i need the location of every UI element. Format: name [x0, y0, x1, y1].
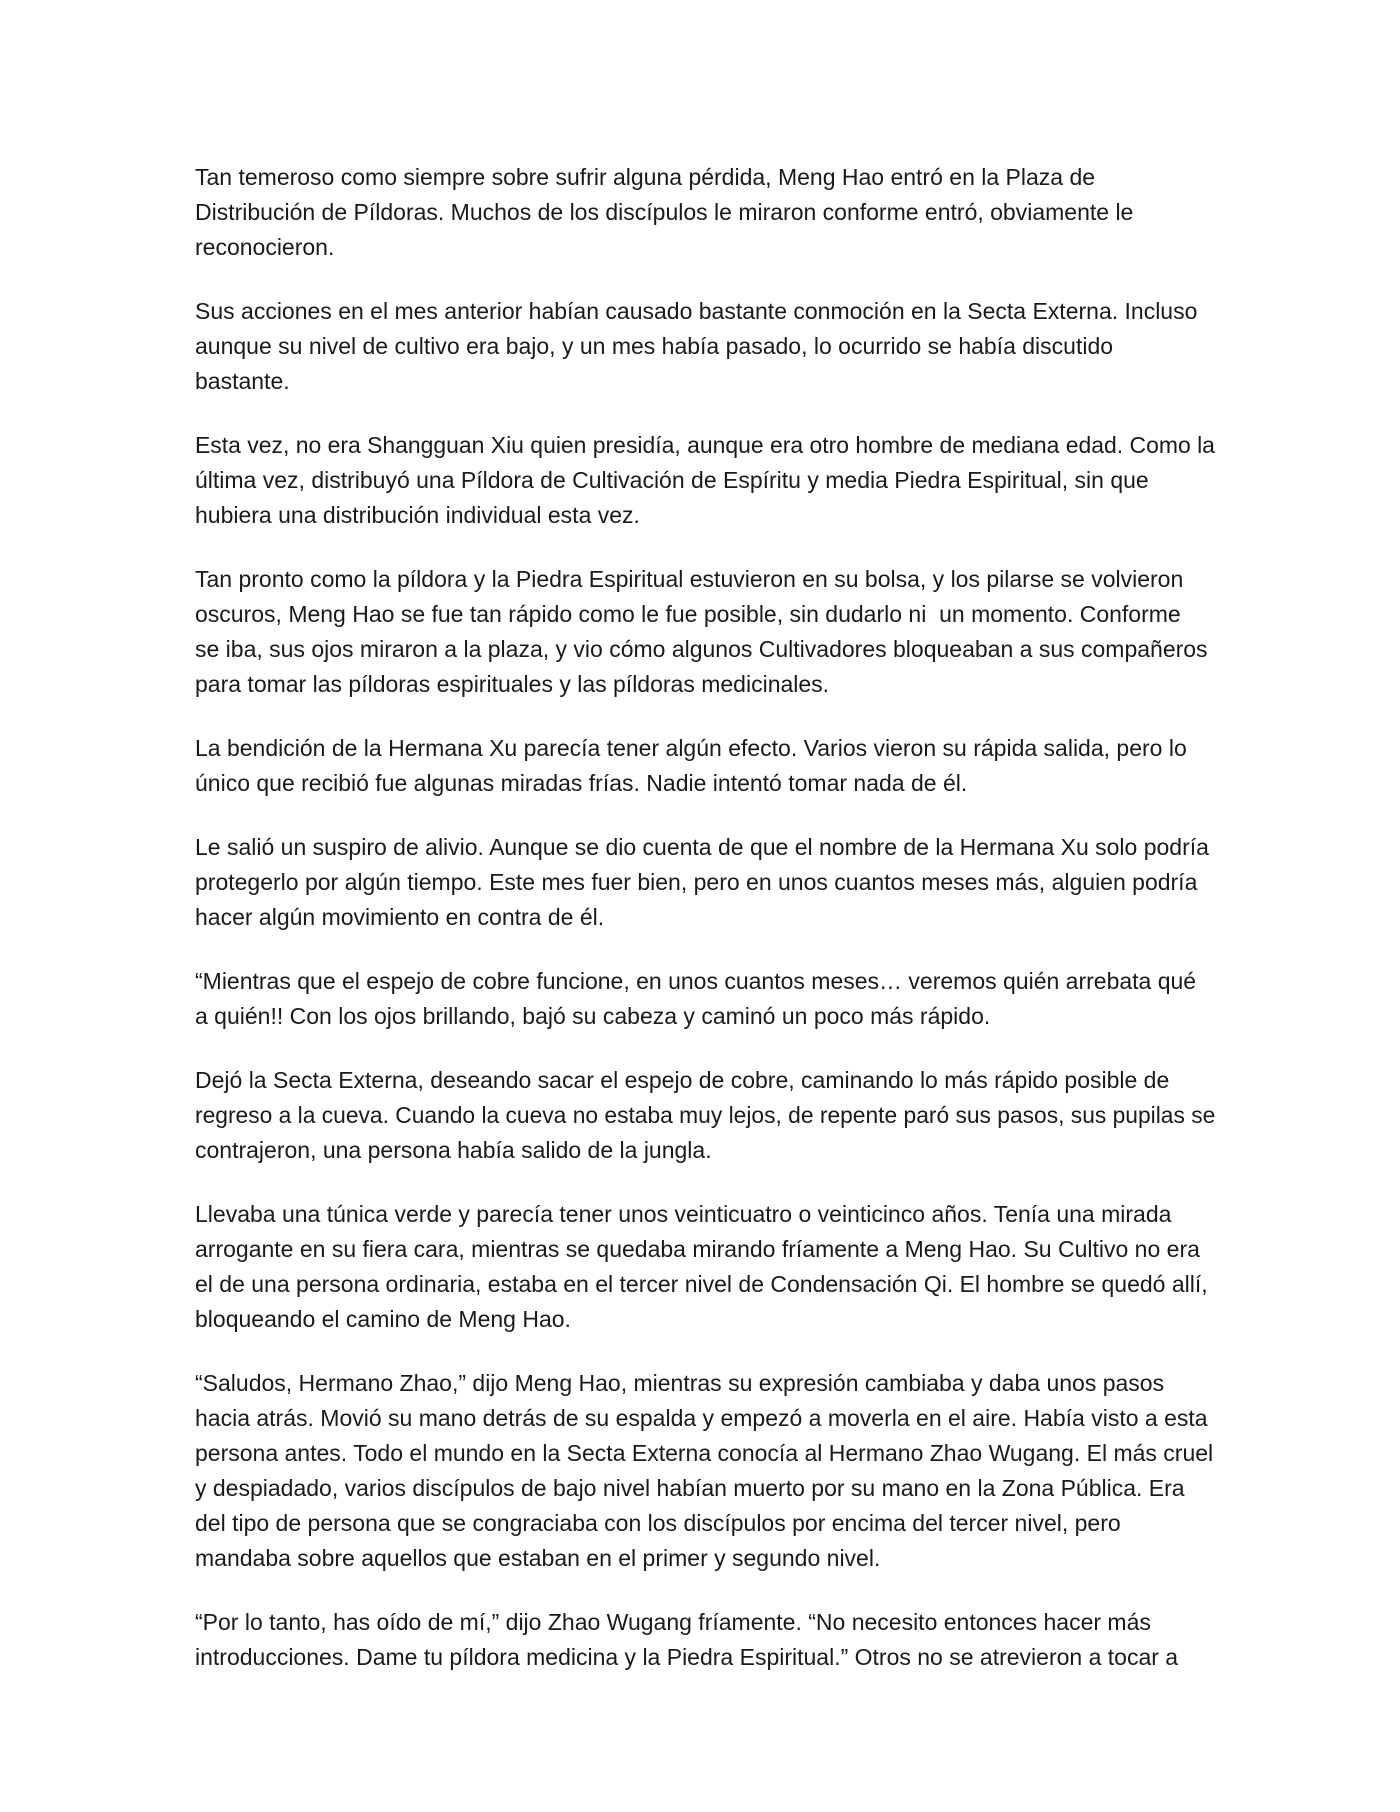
paragraph	[195, 1605, 1215, 1675]
paragraph	[195, 1197, 1215, 1337]
text-line: última vez, distribuyó una Píldora de Cultivación de Espíritu y media Piedra Espiritual, sin que	[195, 467, 1149, 493]
text-line: hacia atrás. Movió su mano detrás de su espalda y empezó a moverla en el aire. Había visto a esta	[195, 1405, 1208, 1431]
text-line: a quién!! Con los ojos brillando, bajó su cabeza y caminó un poco más rápido.	[195, 1003, 991, 1029]
text-line: Tan pronto como la píldora y la Piedra Espiritual estuvieron en su bolsa, y los pilarse se volvieron	[195, 566, 1184, 592]
text-line: Dejó la Secta Externa, deseando sacar el espejo de cobre, caminando lo más rápido posible de	[195, 1067, 1170, 1093]
text-line: protegerlo por algún tiempo. Este mes fuer bien, pero en unos cuantos meses más, alguien podría	[195, 869, 1198, 895]
text-line: regreso a la cueva. Cuando la cueva no estaba muy lejos, de repente paró sus pasos, sus pupilas se	[195, 1102, 1216, 1128]
paragraph	[195, 562, 1215, 702]
text-line: reconocieron.	[195, 234, 335, 260]
paragraph	[195, 294, 1215, 399]
text-line: del tipo de persona que se congraciaba con los discípulos por encima del tercer nivel, pero	[195, 1510, 1121, 1536]
document-body	[195, 160, 1215, 1704]
paragraph	[195, 731, 1215, 801]
paragraph	[195, 964, 1215, 1034]
text-line: único que recibió fue algunas miradas frías. Nadie intentó tomar nada de él.	[195, 770, 968, 796]
text-line: Tan temeroso como siempre sobre sufrir alguna pérdida, Meng Hao entró en la Plaza de	[195, 164, 1096, 190]
text-line: introducciones. Dame tu píldora medicina y la Piedra Espiritual.” Otros no se atrevieron a tocar a	[195, 1644, 1179, 1670]
text-line: Le salió un suspiro de alivio. Aunque se dio cuenta de que el nombre de la Hermana Xu solo podría	[195, 834, 1209, 860]
paragraph	[195, 830, 1215, 935]
text-line: arrogante en su fiera cara, mientras se quedaba mirando fríamente a Meng Hao. Su Cultivo no era	[195, 1236, 1200, 1262]
text-line: mandaba sobre aquellos que estaban en el primer y segundo nivel.	[195, 1545, 881, 1571]
text-line: Esta vez, no era Shangguan Xiu quien presidía, aunque era otro hombre de mediana edad. Como la	[195, 432, 1215, 458]
text-line: Sus acciones en el mes anterior habían causado bastante conmoción en la Secta Externa. Incluso	[195, 298, 1198, 324]
paragraph	[195, 1366, 1215, 1576]
text-line: “Por lo tanto, has oído de mí,” dijo Zhao Wugang fríamente. “No necesito entonces hacer más	[195, 1609, 1151, 1635]
paragraph	[195, 1063, 1215, 1168]
text-line: “Mientras que el espejo de cobre funcione, en unos cuantos meses… veremos quién arrebata qué	[195, 968, 1197, 994]
paragraph	[195, 428, 1215, 533]
text-line: el de una persona ordinaria, estaba en el tercer nivel de Condensación Qi. El hombre se quedó allí,	[195, 1271, 1208, 1297]
text-line: y despiadado, varios discípulos de bajo nivel habían muerto por su mano en la Zona Pública. Era	[195, 1475, 1185, 1501]
text-line: La bendición de la Hermana Xu parecía tener algún efecto. Varios vieron su rápida salida, pero lo	[195, 735, 1187, 761]
paragraph	[195, 160, 1215, 265]
text-line: bloqueando el camino de Meng Hao.	[195, 1306, 571, 1332]
text-line: bastante.	[195, 368, 290, 394]
text-line: aunque su nivel de cultivo era bajo, y un mes había pasado, lo ocurrido se había discutido	[195, 333, 1114, 359]
text-line: hacer algún movimiento en contra de él.	[195, 904, 605, 930]
text-line: se iba, sus ojos miraron a la plaza, y vio cómo algunos Cultivadores bloqueaban a sus compañeros	[195, 636, 1208, 662]
text-line: hubiera una distribución individual esta vez.	[195, 502, 640, 528]
text-line: Llevaba una túnica verde y parecía tener unos veinticuatro o veinticinco años. Tenía una mirada	[195, 1201, 1172, 1227]
text-line: oscuros, Meng Hao se fue tan rápido como le fue posible, sin dudarlo ni un momento. Conforme	[195, 601, 1181, 627]
text-line: persona antes. Todo el mundo en la Secta Externa conocía al Hermano Zhao Wugang. El más cruel	[195, 1440, 1214, 1466]
text-line: contrajeron, una persona había salido de la jungla.	[195, 1137, 712, 1163]
text-line: “Saludos, Hermano Zhao,” dijo Meng Hao, mientras su expresión cambiaba y daba unos pasos	[195, 1370, 1165, 1396]
text-line: Distribución de Píldoras. Muchos de los discípulos le miraron conforme entró, obviamente le	[195, 199, 1134, 225]
text-line: para tomar las píldoras espirituales y las píldoras medicinales.	[195, 671, 830, 697]
